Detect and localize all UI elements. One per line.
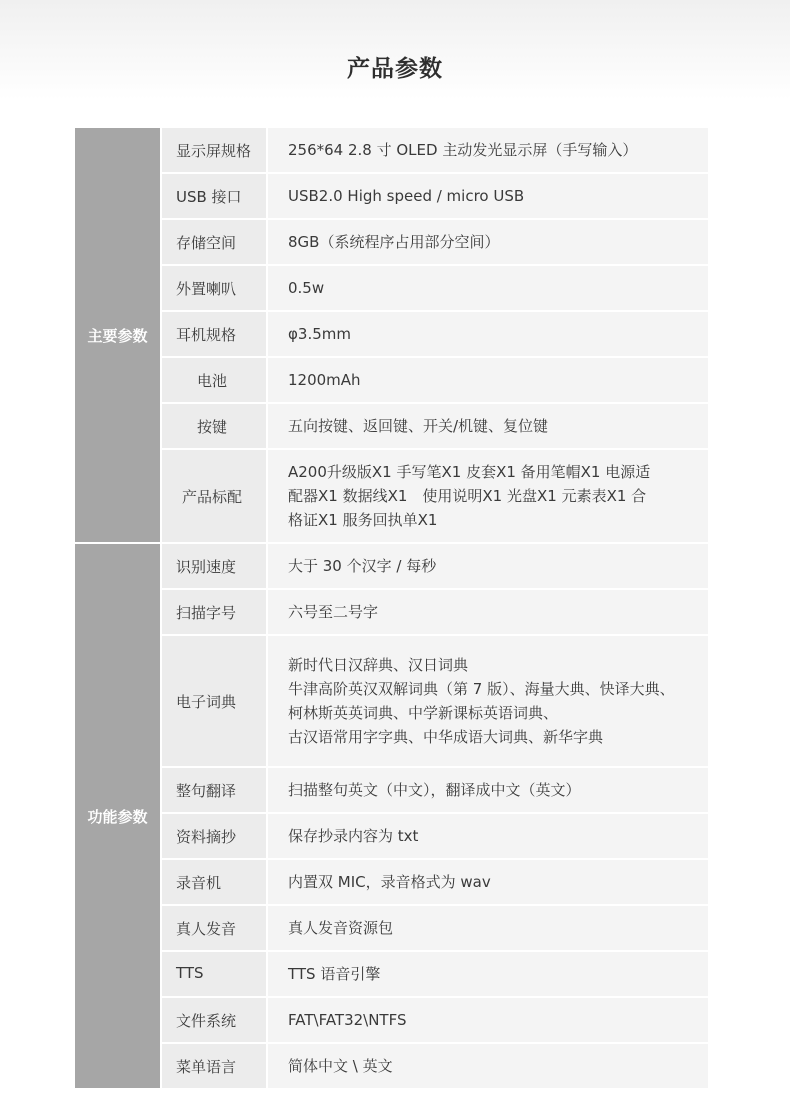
spec-value: 新时代日汉辞典、汉日词典 牛津高阶英汉双解词典（第 7 版）、海量大典、快译大典、 柯林斯英英词典、中学新课标英语词典、 古汉语常用字字典、中华成语大词典、新华字典 <box>268 636 708 766</box>
spec-row-recorder <box>162 860 708 904</box>
spec-name: 电子词典 <box>162 636 266 766</box>
spec-row-recognition-speed <box>162 544 708 588</box>
spec-name: 存储空间 <box>162 220 266 264</box>
spec-value: 六号至二号字 <box>268 590 708 634</box>
spec-name: 电池 <box>162 358 266 402</box>
spec-value: 扫描整句英文（中文），翻译成中文（英文） <box>268 768 708 812</box>
spec-value: A200升级版X1 手写笔X1 皮套X1 备用笔帽X1 电源适 配器X1 数据线X1 使用说明X1 光盘X1 元素表X1 合 格证X1 服务回执单X1 <box>268 450 708 542</box>
spec-value: 真人发音资源包 <box>268 906 708 950</box>
group-label: 主要参数 <box>75 128 160 542</box>
spec-name: 扫描字号 <box>162 590 266 634</box>
page-title: 产品参数 <box>347 56 443 82</box>
spec-row-human-voice <box>162 906 708 950</box>
group-rows <box>162 544 708 1088</box>
spec-row-tts <box>162 952 708 996</box>
spec-row-excerpt <box>162 814 708 858</box>
spec-row-battery <box>162 358 708 402</box>
spec-row-buttons <box>162 404 708 448</box>
group-label: 功能参数 <box>75 544 160 1088</box>
spec-value: 五向按键、返回键、开关/机键、复位键 <box>268 404 708 448</box>
spec-value: φ3.5mm <box>268 312 708 356</box>
spec-row-headphone <box>162 312 708 356</box>
spec-name: 耳机规格 <box>162 312 266 356</box>
spec-value: 大于 30 个汉字 / 每秒 <box>268 544 708 588</box>
spec-name: 识别速度 <box>162 544 266 588</box>
spec-name: USB 接口 <box>162 174 266 218</box>
spec-value: TTS 语音引擎 <box>268 952 708 996</box>
spec-name: 显示屏规格 <box>162 128 266 172</box>
group-rows <box>162 128 708 542</box>
spec-value: 256*64 2.8 寸 OLED 主动发光显示屏（手写输入） <box>268 128 708 172</box>
spec-row-menu-language <box>162 1044 708 1088</box>
spec-name: 真人发音 <box>162 906 266 950</box>
spec-name: 按键 <box>162 404 266 448</box>
spec-group-main <box>75 128 708 542</box>
spec-value: 8GB（系统程序占用部分空间） <box>268 220 708 264</box>
spec-row-speaker <box>162 266 708 310</box>
spec-row-scan-size <box>162 590 708 634</box>
spec-name: 外置喇叭 <box>162 266 266 310</box>
spec-value: 0.5w <box>268 266 708 310</box>
spec-row-dictionary <box>162 636 708 766</box>
spec-name: 录音机 <box>162 860 266 904</box>
spec-name: 整句翻译 <box>162 768 266 812</box>
spec-name: 文件系统 <box>162 998 266 1042</box>
spec-name: 菜单语言 <box>162 1044 266 1088</box>
spec-value: USB2.0 High speed / micro USB <box>268 174 708 218</box>
spec-row-sentence-translation <box>162 768 708 812</box>
spec-group-function <box>75 544 708 1088</box>
spec-name: 产品标配 <box>162 450 266 542</box>
spec-value: 内置双 MIC，录音格式为 wav <box>268 860 708 904</box>
spec-value: FAT\FAT32\NTFS <box>268 998 708 1042</box>
spec-row-display <box>162 128 708 172</box>
spec-table <box>75 128 708 1090</box>
spec-value: 保存抄录内容为 txt <box>268 814 708 858</box>
spec-value: 1200mAh <box>268 358 708 402</box>
spec-row-usb <box>162 174 708 218</box>
spec-row-filesystem <box>162 998 708 1042</box>
spec-row-package <box>162 450 708 542</box>
spec-name: TTS <box>162 952 266 996</box>
spec-row-storage <box>162 220 708 264</box>
spec-name: 资料摘抄 <box>162 814 266 858</box>
spec-value: 简体中文 \ 英文 <box>268 1044 708 1088</box>
